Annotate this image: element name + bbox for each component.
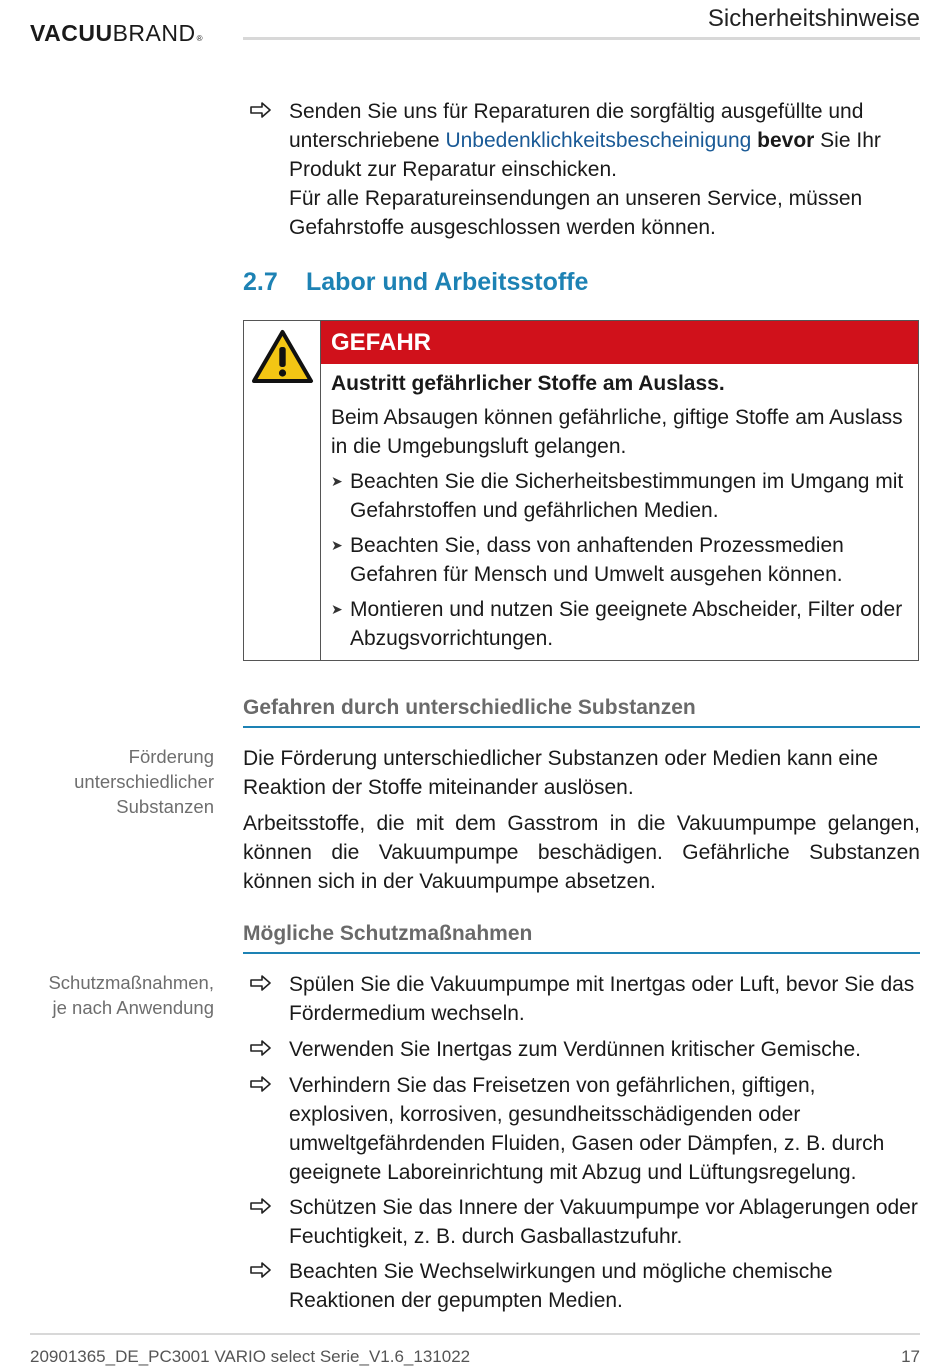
page-number: 17: [901, 1347, 920, 1366]
logo-registered: ®: [196, 34, 203, 43]
substances-para-2: Arbeitsstoffe, die mit dem Gasstrom in die Vakuumpumpe gelangen, können die Vakuumpumpe beschädigen. Gefährliche Substanzen können sich in der Vakuumpumpe absetzen.: [243, 812, 920, 893]
chevron-right-icon: ➤: [331, 537, 343, 553]
protection-margin-note: Schutzmaßnahmen, je nach Anwendung: [48, 972, 214, 1018]
intro-bold: bevor: [757, 129, 815, 152]
chevron-right-icon: ➤: [331, 601, 343, 617]
danger-item: [331, 467, 904, 525]
intro-text-1: Senden Sie uns für Reparaturen die sorgfältig ausgefüllte und unterschriebene: [289, 100, 864, 152]
document-id: 20901365_DE_PC3001 VARIO select Serie_V1.6_131022: [30, 1347, 471, 1366]
danger-description: Beim Absaugen können gefährliche, giftige Stoffe am Auslass in die Umgebungsluft gelangen.: [331, 406, 903, 458]
chevron-right-icon: ➤: [331, 473, 343, 489]
logo-bold: VACUU: [30, 20, 113, 46]
danger-item-text: Beachten Sie die Sicherheitsbestimmungen im Umgang mit Gefahrstoffen und gefährlichen Medien.: [350, 470, 904, 522]
certificate-link[interactable]: Unbedenklichkeitsbescheinigung: [445, 129, 752, 152]
warning-triangle-icon: [251, 329, 314, 385]
substances-para-1: Die Förderung unterschiedlicher Substanzen oder Medien kann eine Reaktion der Stoffe miteinander auslösen.: [243, 747, 879, 799]
protection-item-text: Spülen Sie die Vakuumpumpe mit Inertgas oder Luft, bevor Sie das Fördermedium wechseln.: [289, 973, 915, 1025]
substances-margin-note: Förderung unterschiedlicher Substanzen: [74, 746, 214, 817]
danger-icon-column: [244, 321, 321, 660]
intro-text-2: Sie Ihr Produkt zur Reparatur einschicken.: [289, 129, 881, 181]
protection-item-text: Verhindern Sie das Freisetzen von gefährlichen, giftigen, explosiven, korrosiven, gesundheitsschädigenden oder umweltgefährdenden Fluiden, Gasen oder Dämpfen, z. B. durch geeignete Laboreinrichtung mit Abzug und Lüftungsregelung.: [289, 1074, 885, 1184]
protection-heading: Mögliche Schutzmaßnahmen: [243, 922, 920, 954]
danger-item: [331, 595, 904, 653]
protection-item-text: Schützen Sie das Innere der Vakuumpumpe vor Ablagerungen oder Feuchtigkeit, z. B. durch Gasballastzufuhr.: [289, 1196, 918, 1248]
danger-item-text: Montieren und nutzen Sie geeignete Abscheider, Filter oder Abzugsvorrichtungen.: [350, 598, 903, 650]
arrow-right-icon: [250, 102, 272, 123]
arrow-right-icon: [250, 1198, 272, 1219]
section-number: 2.7: [243, 268, 278, 296]
footer-divider: [30, 1333, 920, 1335]
substances-heading: Gefahren durch unterschiedliche Substanzen: [243, 696, 920, 728]
danger-label: GEFAHR: [321, 321, 918, 364]
arrow-right-icon: [250, 1076, 272, 1097]
protection-item-text: Verwenden Sie Inertgas zum Verdünnen kritischer Gemische.: [289, 1038, 861, 1061]
danger-item: [331, 531, 904, 589]
danger-notice: [243, 320, 919, 661]
logo-light: BRAND: [112, 20, 196, 46]
arrow-right-icon: [250, 1262, 272, 1283]
brand-logo: [30, 20, 203, 47]
section-title: Labor und Arbeitsstoffe: [306, 268, 589, 296]
arrow-right-icon: [250, 975, 272, 996]
protection-item-text: Beachten Sie Wechselwirkungen und mögliche chemische Reaktionen der gepumpten Medien.: [289, 1260, 833, 1312]
intro-text-3: Für alle Reparatureinsendungen an unseren Service, müssen Gefahrstoffe ausgeschlossen werden können.: [289, 187, 863, 239]
danger-heading: Austritt gefährlicher Stoffe am Auslass.: [331, 372, 725, 395]
danger-item-text: Beachten Sie, dass von anhaftenden Prozessmedien Gefahren für Mensch und Umwelt ausgehen können.: [350, 534, 844, 586]
arrow-right-icon: [250, 1040, 272, 1061]
section-heading: [243, 268, 588, 297]
chapter-title: Sicherheitshinweise: [707, 5, 920, 32]
header-divider: [243, 37, 920, 40]
danger-content: [331, 369, 904, 659]
